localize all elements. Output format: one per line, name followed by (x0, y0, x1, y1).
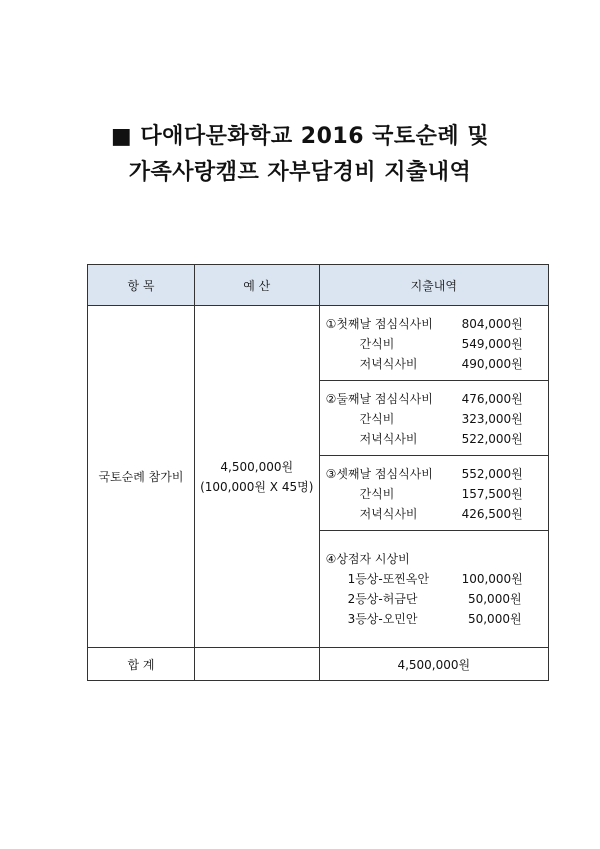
list-item: 1등상-또찐옥안 100,000원 (347, 572, 523, 586)
total-amount: 4,500,000원 (319, 648, 548, 681)
total-row (88, 648, 549, 681)
document-title-line1: ■ 다애다문화학교 2016 국토순례 및 (110, 124, 490, 149)
list-item: 간식비 549,000원 (359, 337, 523, 351)
prize-title: ④상점자 시상비 (325, 552, 410, 566)
table-row (88, 306, 549, 648)
budget-detail: (100,000원 X 45명) (200, 479, 314, 494)
list-item: 2등상-허금단 50,000원 (347, 592, 522, 606)
expense-table (87, 264, 549, 681)
total-budget (194, 648, 319, 681)
expenses-cell (319, 306, 548, 648)
header-item: 항 목 (88, 265, 195, 306)
header-expenses: 지출내역 (319, 265, 548, 306)
total-label: 합 계 (88, 648, 195, 681)
budget-amount: 4,500,000원 (220, 459, 294, 474)
expense-block-day2 (320, 381, 548, 456)
list-item: ③셋째날 점심식사비 552,000원 (325, 467, 523, 481)
list-item: 간식비 157,500원 (359, 487, 523, 501)
list-item: 저녁식사비 426,500원 (359, 507, 523, 521)
expense-block-prize (320, 531, 548, 647)
list-item: 저녁식사비 522,000원 (359, 432, 523, 446)
document-title-line2: 가족사랑캠프 자부담경비 지출내역 (128, 160, 472, 185)
table-header-row (88, 265, 549, 306)
list-item: 저녁식사비 490,000원 (359, 357, 523, 371)
expense-block-day1 (320, 306, 548, 381)
list-item: ①첫째날 점심식사비 804,000원 (325, 317, 523, 331)
list-item: 3등상-오민안 50,000원 (347, 612, 522, 626)
header-budget: 예 산 (194, 265, 319, 306)
budget-cell (194, 306, 319, 648)
list-item: 간식비 323,000원 (359, 412, 523, 426)
list-item: ②둘째날 점심식사비 476,000원 (325, 392, 523, 406)
item-cell: 국토순례 참가비 (88, 306, 195, 648)
expense-block-day3 (320, 456, 548, 531)
